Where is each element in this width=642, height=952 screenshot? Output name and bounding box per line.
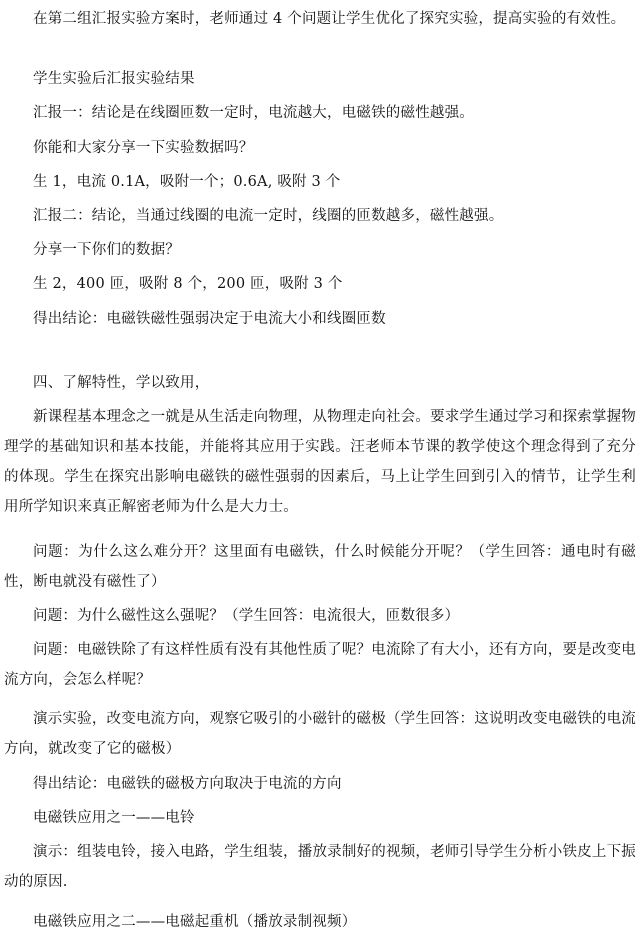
paragraph-application-one: 电磁铁应用之一——电铃 — [33, 810, 195, 826]
paragraph-report-two: 汇报二：结论，当通过线圈的电流一定时，线圈的匝数越多，磁性越强。 — [33, 208, 504, 224]
paragraph-exp-plan-report: 在第二组汇报实验方案时，老师通过 4 个问题让学生优化了探究实验，提高实验的有效性。 — [33, 11, 626, 27]
paragraph-results-heading: 学生实验后汇报实验结果 — [33, 71, 195, 87]
paragraph-demo-experiment: 演示实验，改变电流方向，观察它吸引的小磁针的磁极（学生回答：这说明改变电磁铁的电流方向，就改变了它的磁极） — [4, 711, 636, 757]
paragraph-question-one: 问题：为什么这么难分开？这里面有电磁铁，什么时候能分开呢？（学生回答：通电时有磁性，断电就没有磁性了） — [4, 544, 636, 590]
paragraph-question-two: 问题：为什么磁性这么强呢？（学生回答：电流很大，匝数很多） — [33, 608, 460, 624]
paragraph-conclusion-two: 得出结论：电磁铁的磁极方向取决于电流的方向 — [33, 776, 342, 792]
paragraph-share-question: 你能和大家分享一下实验数据吗？ — [33, 140, 254, 156]
paragraph-application-two: 电磁铁应用之二——电磁起重机（播放录制视频） — [33, 914, 357, 930]
paragraph-conclusion-one: 得出结论：电磁铁磁性强弱决定于电流大小和线圈匝数 — [33, 311, 386, 327]
paragraph-student-one: 生 1，电流 0.1A，吸附一个；0.6A, 吸附 3 个 — [33, 174, 341, 190]
section-heading-four: 四、了解特性，学以致用， — [33, 375, 210, 391]
paragraph-share-data: 分享一下你们的数据？ — [33, 242, 180, 258]
paragraph-report-one: 汇报一：结论是在线圈匝数一定时，电流越大，电磁铁的磁性越强。 — [33, 105, 474, 121]
paragraph-student-two: 生 2，400 匝，吸附 8 个，200 匝，吸附 3 个 — [33, 276, 343, 292]
paragraph-curriculum-idea: 新课程基本理念之一就是从生活走向物理，从物理走向社会。要求学生通过学习和探索掌握物理学的基础知识和基本技能，并能将其应用于实践。汪老师本节课的教学使这个理念得到了充分的体现。学生在探究出影响电磁铁的磁性强弱的因素后，马上让学生回到引入的情节，让学生利用所学知识来真正解密老师为什么是大力士。 — [4, 409, 636, 515]
paragraph-question-three: 问题：电磁铁除了有这样性质有没有其他性质了呢？电流除了有大小，还有方向，要是改变电流方向，会怎么样呢？ — [4, 642, 636, 688]
paragraph-demo-bell: 演示：组装电铃，接入电路，学生组装，播放录制好的视频，老师引导学生分析小铁皮上下振动的原因. — [4, 844, 636, 890]
